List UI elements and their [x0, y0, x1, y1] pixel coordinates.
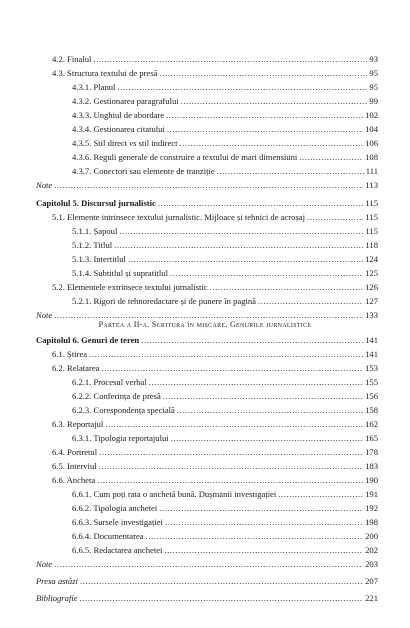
- toc-entry[interactable]: [36, 180, 378, 191]
- toc-entry-label: 4.3.7. Conectori sau elemente de tranziție: [72, 166, 215, 176]
- toc-entry[interactable]: [36, 559, 378, 570]
- toc-leader-dots: [158, 198, 364, 209]
- toc-entry[interactable]: [52, 68, 378, 79]
- toc-entry[interactable]: [72, 433, 378, 444]
- toc-entry-label: 5.2.1. Rigori de tehnoredactare și de punere în pagină: [72, 296, 256, 306]
- toc-entry-page: 165: [365, 433, 378, 443]
- part-heading-prefix: Partea a II-a.: [98, 320, 150, 329]
- toc-entry-label: 6.2.3. Corespondența specială: [72, 405, 175, 415]
- toc-entry-page: 118: [365, 240, 378, 250]
- toc-entry-page: 95: [369, 68, 378, 78]
- toc-entry[interactable]: [36, 576, 378, 587]
- toc-leader-dots: [101, 363, 363, 374]
- toc-leader-dots: [210, 282, 364, 293]
- toc-entry-label: 6.6.4. Documentarea: [72, 531, 144, 541]
- toc-leader-dots: [164, 545, 363, 556]
- toc-leader-dots: [89, 349, 363, 360]
- toc-entry-label: Capitolul 6. Genuri de teren: [36, 335, 140, 345]
- toc-leader-dots: [146, 531, 364, 542]
- toc-entry-page: 125: [365, 268, 378, 278]
- toc-leader-dots: [163, 391, 363, 402]
- toc-entry[interactable]: [72, 503, 378, 514]
- toc-leader-dots: [159, 503, 363, 514]
- toc-entry-label: 5.1.4. Subtitlul și supratitlul: [72, 268, 168, 278]
- toc-entry[interactable]: [72, 166, 378, 177]
- toc-entry[interactable]: [72, 405, 378, 416]
- toc-entry[interactable]: [72, 152, 378, 163]
- toc-entry-label: 4.3.3. Unghiul de abordare: [72, 110, 165, 120]
- toc-entry-page: 108: [365, 152, 378, 162]
- toc-leader-dots: [217, 166, 364, 177]
- toc-entry-label: 6.2.1. Procesul verbal: [72, 377, 147, 387]
- toc-entry-label: 4.3.6. Reguli generale de construire a textului de mari dimensiuni: [72, 152, 298, 162]
- toc-leader-dots: [97, 475, 363, 486]
- toc-entry[interactable]: [52, 349, 378, 360]
- toc-entry[interactable]: [72, 240, 378, 251]
- toc-entry[interactable]: [72, 531, 378, 542]
- toc-entry[interactable]: [36, 593, 378, 604]
- toc-leader-dots: [80, 593, 364, 604]
- part-heading: [0, 320, 410, 329]
- toc-leader-dots: [159, 68, 367, 79]
- toc-entry[interactable]: [72, 489, 378, 500]
- toc-entry[interactable]: [72, 268, 378, 279]
- toc-entry-label: 6.2. Relatarea: [52, 363, 100, 373]
- toc-entry[interactable]: [72, 545, 378, 556]
- toc-entry[interactable]: [72, 296, 378, 307]
- toc-entry[interactable]: [36, 198, 378, 209]
- toc-entry-label: 5.1.2. Titlul: [72, 240, 113, 250]
- toc-entry-label: 5.1.3. Intertitlul: [72, 254, 126, 264]
- toc-entry-page: 198: [365, 517, 378, 527]
- toc-leader-dots: [119, 226, 363, 237]
- toc-entry-page: 115: [365, 212, 378, 222]
- toc-entry-page: 104: [365, 124, 378, 134]
- toc-entry[interactable]: [72, 517, 378, 528]
- toc-entry[interactable]: [52, 447, 378, 458]
- toc-entry[interactable]: [52, 419, 378, 430]
- toc-entry-page: 115: [365, 198, 378, 208]
- toc-leader-dots: [278, 489, 363, 500]
- toc-entry-label: Bibliografie: [36, 593, 78, 603]
- toc-entry-page: 200: [365, 531, 378, 541]
- toc-entry-label: 6.5. Interviul: [52, 461, 97, 471]
- toc-leader-dots: [99, 447, 363, 458]
- toc-leader-dots: [170, 268, 363, 279]
- toc-leader-dots: [177, 405, 363, 416]
- toc-entry-label: 6.6. Ancheta: [52, 475, 96, 485]
- toc-entry-page: 127: [365, 296, 378, 306]
- toc-entry-label: 5.2. Elementele extrinsece textului jurnalistic: [52, 282, 208, 292]
- toc-entry-label: 5.1.1. Șapoul: [72, 226, 118, 236]
- toc-entry[interactable]: [72, 96, 378, 107]
- toc-entry[interactable]: [52, 54, 378, 65]
- toc-entry-page: 203: [365, 559, 378, 569]
- toc-entry-page: 93: [369, 54, 378, 64]
- toc-entry[interactable]: [72, 110, 378, 121]
- toc-entry-page: 192: [365, 503, 378, 513]
- toc-entry-page: 191: [365, 489, 378, 499]
- toc-entry-label: 6.6.5. Redactarea anchetei: [72, 545, 163, 555]
- toc-entry-label: 6.3. Reportajul: [52, 419, 104, 429]
- toc-entry[interactable]: [52, 475, 378, 486]
- toc-entry-page: 111: [365, 166, 378, 176]
- toc-entry[interactable]: [52, 461, 378, 472]
- toc-leader-dots: [167, 124, 363, 135]
- toc-entry-label: Capitolul 5. Discursul jurnalistic: [36, 198, 156, 208]
- toc-leader-dots: [166, 110, 363, 121]
- toc-entry-label: Note: [36, 559, 53, 569]
- toc-entry[interactable]: [72, 138, 378, 149]
- toc-entry-label: Note: [36, 180, 53, 190]
- toc-entry-page: 95: [369, 82, 378, 92]
- toc-entry-page: 115: [365, 226, 378, 236]
- toc-entry-label: 6.3.1. Tipologia reportajului: [72, 433, 169, 443]
- toc-leader-dots: [149, 377, 363, 388]
- toc-entry-page: 202: [365, 545, 378, 555]
- toc-entry-label: 6.6.3. Sursele investigației: [72, 517, 163, 527]
- toc-entry-page: 221: [365, 593, 378, 603]
- toc-leader-dots: [117, 82, 367, 93]
- toc-leader-dots: [180, 138, 364, 149]
- part-heading-title: Scritura în mișcare. Genurile jurnalistice: [151, 320, 312, 329]
- toc-leader-dots: [93, 54, 367, 65]
- toc-leader-dots: [171, 433, 363, 444]
- toc-entry-page: 162: [365, 419, 378, 429]
- toc-entry-page: 126: [365, 282, 378, 292]
- toc-entry-label: 6.6.1. Cum poți rata o anchetă bună. Dușmanii investigației: [72, 489, 277, 499]
- toc-entry[interactable]: [36, 335, 378, 346]
- toc-entry-page: 99: [369, 96, 378, 106]
- toc-entry-page: 133: [365, 310, 378, 320]
- toc-leader-dots: [181, 96, 368, 107]
- toc-entry-page: 141: [365, 349, 378, 359]
- toc-entry-label: 6.1. Știrea: [52, 349, 88, 359]
- toc-leader-dots: [165, 517, 363, 528]
- toc-entry-page: 155: [365, 377, 378, 387]
- toc-entry-label: 4.3.1. Planul: [72, 82, 116, 92]
- toc-entry-label: 4.3.4. Gestionarea citatului: [72, 124, 165, 134]
- toc-leader-dots: [114, 240, 363, 251]
- toc-entry-label: Presa astăzi: [36, 576, 78, 586]
- toc-entry-page: 183: [365, 461, 378, 471]
- toc-entry[interactable]: [72, 124, 378, 135]
- toc-entry-page: 124: [365, 254, 378, 264]
- toc-entry-page: 153: [365, 363, 378, 373]
- toc-entry-page: 158: [365, 405, 378, 415]
- toc-entry[interactable]: [72, 254, 378, 265]
- toc-leader-dots: [54, 180, 363, 191]
- toc-entry[interactable]: [52, 212, 378, 223]
- toc-entry[interactable]: [72, 377, 378, 388]
- toc-entry[interactable]: [72, 226, 378, 237]
- toc-entry[interactable]: [72, 391, 378, 402]
- toc-entry-label: 5.1. Elemente intrinsece textului jurnalistic. Mijloace și tehnici de acroșaj: [52, 212, 305, 222]
- toc-leader-dots: [105, 419, 363, 430]
- toc-leader-dots: [80, 576, 363, 587]
- toc-entry-label: 4.3. Structura textului de presă: [52, 68, 158, 78]
- toc-entry-page: 207: [365, 576, 378, 586]
- toc-entry[interactable]: [72, 82, 378, 93]
- toc-entry-label: 4.3.5. Stil direct vs stil indirect: [72, 138, 178, 148]
- toc-entry-label: Note: [36, 310, 53, 320]
- toc-leader-dots: [141, 335, 363, 346]
- toc-entry-page: 106: [365, 138, 378, 148]
- toc-leader-dots: [54, 559, 363, 570]
- toc-entry-label: 6.6.2. Tipologia anchetei: [72, 503, 158, 513]
- toc-leader-dots: [299, 152, 363, 163]
- toc-leader-dots: [307, 212, 363, 223]
- toc-entry-page: 141: [365, 335, 378, 345]
- toc-entry-label: 6.4. Portretul: [52, 447, 98, 457]
- toc-leader-dots: [99, 461, 363, 472]
- toc-entry[interactable]: [52, 282, 378, 293]
- toc-entry-label: 4.2. Finalul: [52, 54, 92, 64]
- toc-leader-dots: [258, 296, 363, 307]
- toc-entry-label: 4.3.2. Gestionarea paragrafului: [72, 96, 179, 106]
- toc-entry-page: 156: [365, 391, 378, 401]
- toc-entry-page: 178: [365, 447, 378, 457]
- toc-entry[interactable]: [52, 363, 378, 374]
- toc-entry-page: 113: [365, 180, 378, 190]
- toc-entry-label: 6.2.2. Conferința de presă: [72, 391, 161, 401]
- toc-leader-dots: [128, 254, 363, 265]
- toc-entry-page: 102: [365, 110, 378, 120]
- toc-entry-page: 190: [365, 475, 378, 485]
